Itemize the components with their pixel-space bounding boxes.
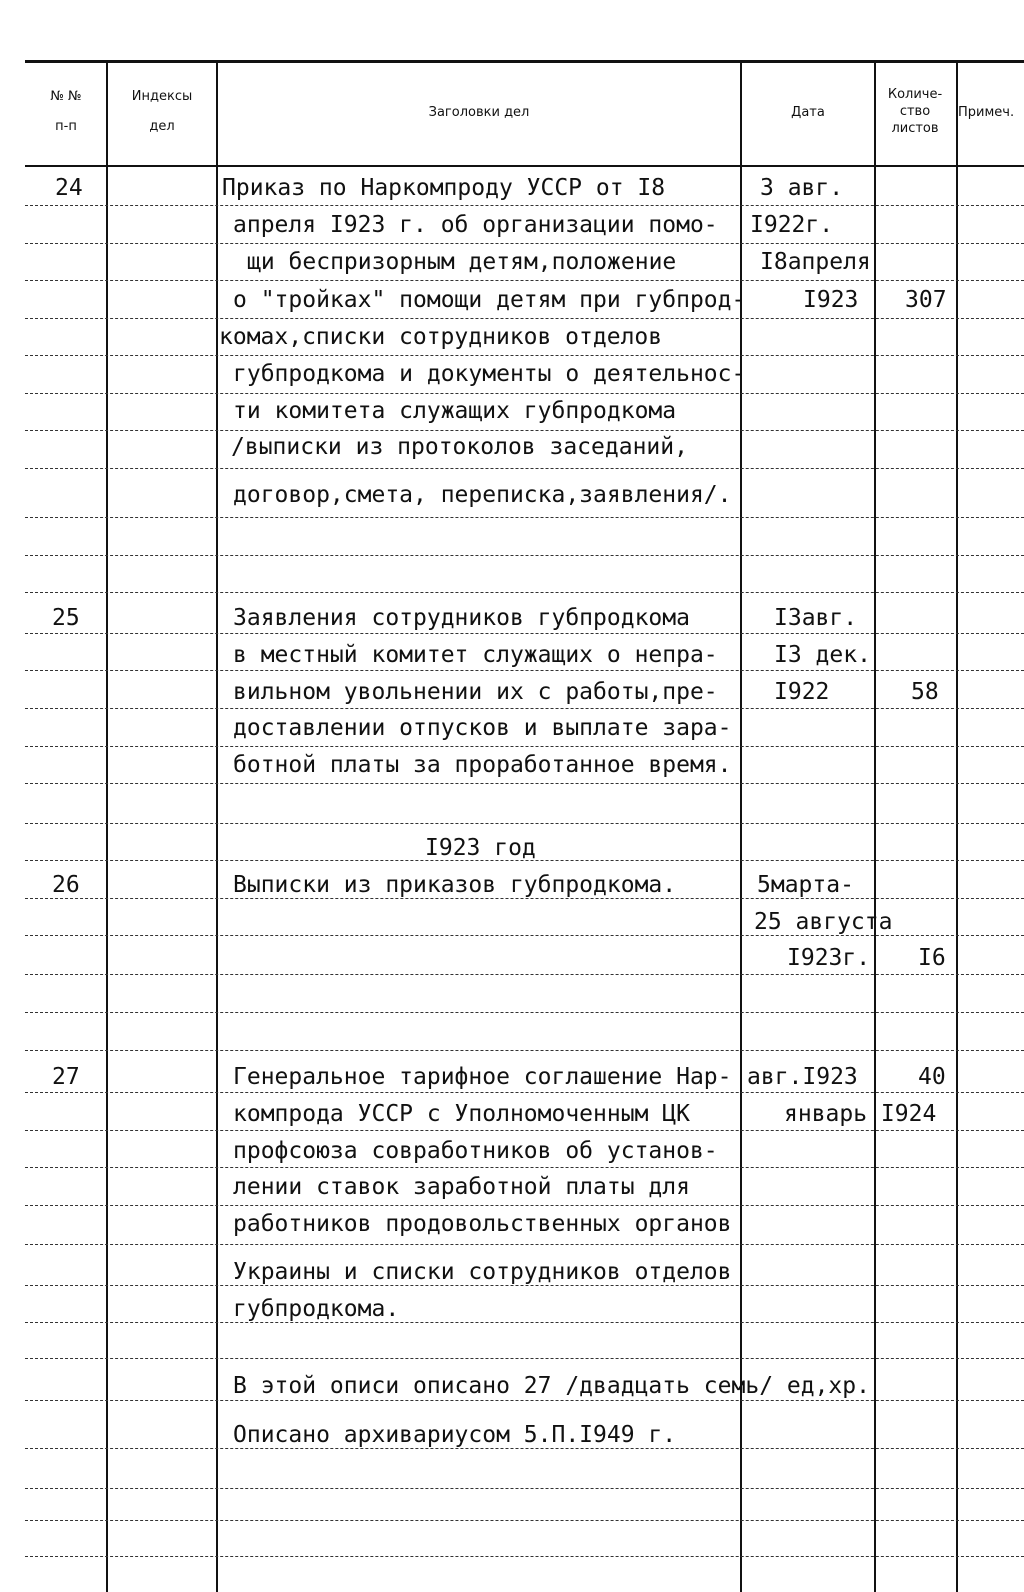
entry-title-line: в местный комитет служащих о непра- xyxy=(233,642,718,668)
ruled-line xyxy=(25,974,1024,975)
entry-number: 25 xyxy=(52,605,80,631)
entry-title-line: ботной платы за проработанное время. xyxy=(233,752,732,778)
entry-number: 27 xyxy=(52,1064,80,1090)
entry-title-line: Приказ по Наркомпроду УССР от I8 xyxy=(222,175,666,201)
ruled-line xyxy=(25,1012,1024,1013)
entry-number: 24 xyxy=(55,175,83,201)
column-divider xyxy=(106,60,108,1592)
entry-title-line: комах,списки сотрудников отделов xyxy=(219,324,663,350)
header-title: Заголовки дел xyxy=(428,105,530,120)
ruled-line xyxy=(25,708,1024,709)
entry-title-line: вильном увольнении их с работы,пре- xyxy=(233,679,718,705)
entry-date: 25 августа xyxy=(754,909,893,935)
ruled-line xyxy=(25,1400,1024,1401)
entry-title-line: щи беспризорным детям,положение xyxy=(247,249,677,275)
ruled-line xyxy=(25,430,1024,431)
ruled-line xyxy=(25,1130,1024,1131)
ruled-line xyxy=(25,355,1024,356)
ruled-line xyxy=(25,280,1024,281)
ruled-line xyxy=(25,633,1024,634)
column-divider xyxy=(956,60,958,1592)
column-divider xyxy=(216,60,218,1592)
entry-title-line: Выписки из приказов губпродкома. xyxy=(233,872,677,898)
entry-title-line: Украины и списки сотрудников отделов xyxy=(233,1259,732,1285)
entry-title-line: /выписки из протоколов заседаний, xyxy=(231,434,688,460)
header-num: № № п-п xyxy=(50,89,82,134)
entry-sheet-count: I6 xyxy=(918,945,946,971)
ruled-line xyxy=(25,243,1024,244)
ruled-line xyxy=(25,393,1024,394)
entry-date: I8апреля xyxy=(760,249,871,275)
entry-title-line: о "тройках" помощи детям при губпрод- xyxy=(233,287,746,313)
entry-date: I3 дек. xyxy=(774,642,871,668)
entry-title-line: апреля I923 г. об организации помо- xyxy=(233,212,718,238)
ruled-line xyxy=(25,1244,1024,1245)
entry-date: 3 авг. xyxy=(760,175,844,201)
entry-title-line: договор,смета, переписка,заявления/. xyxy=(233,482,732,508)
ruled-line xyxy=(25,1488,1024,1489)
ruled-line xyxy=(25,1358,1024,1359)
entry-title-line: Заявления сотрудников губпродкома xyxy=(233,605,690,631)
entry-sheet-count: 307 xyxy=(905,287,947,313)
ruled-line xyxy=(25,1556,1024,1557)
entry-title-line: компрода УССР с Уполномоченным ЦК xyxy=(233,1101,690,1127)
ruled-line xyxy=(25,783,1024,784)
entry-date: январь I924 xyxy=(784,1101,937,1127)
ruled-line xyxy=(25,1167,1024,1168)
entry-date: I3авг. xyxy=(774,605,858,631)
ruled-line xyxy=(25,823,1024,824)
entry-title-line: работников продовольственных органов xyxy=(233,1211,732,1237)
entry-title-line: губпродкома и документы о деятельнос- xyxy=(233,361,746,387)
entry-title-line: ти комитета служащих губпродкома xyxy=(233,398,677,424)
ruled-line xyxy=(25,1322,1024,1323)
entry-date: I922 xyxy=(774,679,830,705)
entry-date: I923 xyxy=(803,287,859,313)
ruled-line xyxy=(25,670,1024,671)
entry-date: I922г. xyxy=(750,212,834,238)
header-sheets: Количе- ство листов xyxy=(887,87,943,136)
header-date: Дата xyxy=(791,105,825,120)
ruled-line xyxy=(25,517,1024,518)
entry-title-line: лении ставок заработной платы для xyxy=(233,1174,690,1200)
entry-sheet-count: 40 xyxy=(918,1064,946,1090)
ruled-line xyxy=(25,1092,1024,1093)
ruled-line xyxy=(25,1520,1024,1521)
year-heading: I923 год xyxy=(425,835,536,861)
entry-date: I923г. xyxy=(787,945,871,971)
ruled-line xyxy=(25,592,1024,593)
column-divider xyxy=(874,60,876,1592)
entry-title-line: доставлении отпусков и выплате зара- xyxy=(233,715,732,741)
ruled-line xyxy=(25,746,1024,747)
entry-sheet-count: 58 xyxy=(911,679,939,705)
header-notes: Примеч. xyxy=(958,105,1015,120)
entry-date: 5марта- xyxy=(757,872,854,898)
ruled-line xyxy=(25,1050,1024,1051)
summary-line: В этой описи описано 27 /двадцать семь/ ед,хр. xyxy=(233,1373,870,1399)
ruled-line xyxy=(25,555,1024,556)
entry-title-line: губпродкома. xyxy=(233,1296,400,1322)
entry-title-line: Генеральное тарифное соглашение Нар- xyxy=(233,1064,732,1090)
entry-title-line: профсоюза совработников об установ- xyxy=(233,1138,718,1164)
ruled-line xyxy=(25,318,1024,319)
entry-date: авг.I923 xyxy=(747,1064,858,1090)
entry-number: 26 xyxy=(52,872,80,898)
ruled-line xyxy=(25,1205,1024,1206)
signature-line: Описано архивариусом 5.П.I949 г. xyxy=(233,1422,677,1448)
ruled-line xyxy=(25,205,1024,206)
ruled-line xyxy=(25,468,1024,469)
header-index: Индексы дел xyxy=(131,89,193,134)
